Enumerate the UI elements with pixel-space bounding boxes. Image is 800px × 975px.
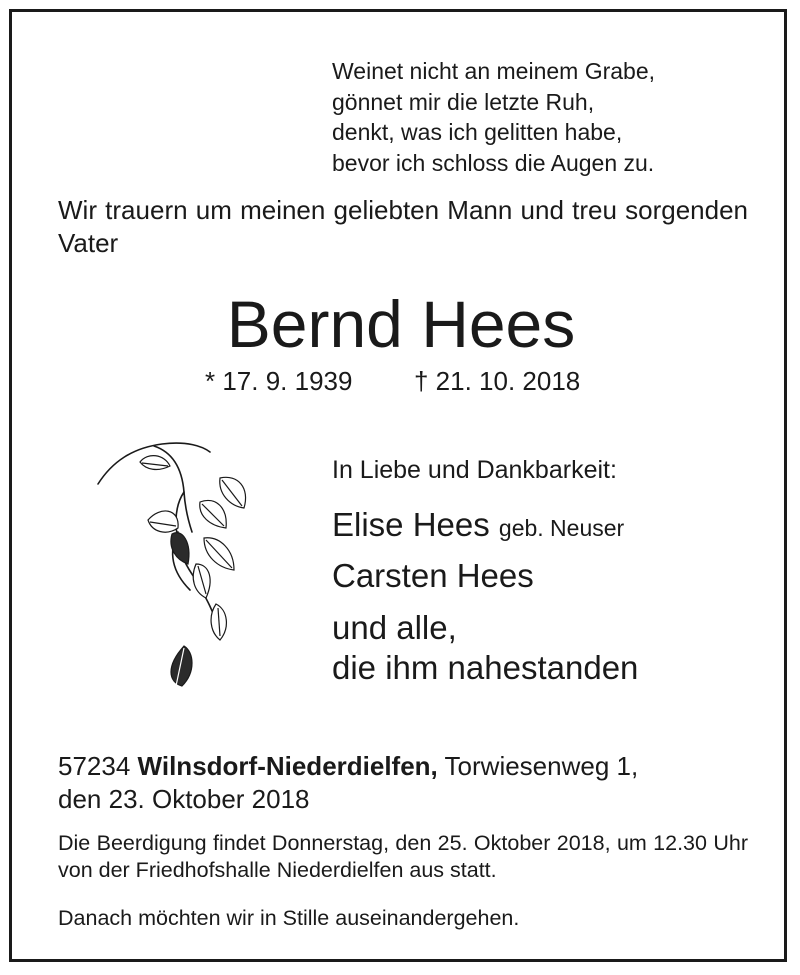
deceased-name: Bernd Hees [226, 287, 576, 361]
wife-entry [332, 505, 624, 548]
address-block [58, 750, 638, 816]
wife-maiden-name: geb. Neuser [498, 515, 625, 541]
poem-line: gönnet mir die letzte Ruh, [332, 88, 595, 115]
intro-text: Wir trauern um meinen geliebten Mann und treu sorgenden Vater [58, 195, 748, 258]
other-mourners-line: die ihm nahestanden [332, 649, 639, 686]
funeral-details: Die Beerdigung findet Donnerstag, den 25. Oktober 2018, um 12.30 Uhr von der Friedhofshalle Niederdielfen aus statt. [58, 831, 748, 882]
death-date: † 21. 10. 2018 [414, 366, 581, 396]
poem-line: denkt, was ich gelitten habe, [332, 119, 623, 145]
address-date: den 23. Oktober 2018 [58, 784, 310, 814]
wife-name: Elise Hees [332, 506, 490, 543]
thanks-heading: In Liebe und Dankbarkeit: [332, 456, 617, 484]
address-town: Wilnsdorf-Niederdielfen, [137, 751, 438, 781]
address-line [58, 750, 638, 783]
poem [332, 56, 655, 178]
poem-line: bevor ich schloss die Augen zu. [332, 149, 655, 176]
other-mourners [332, 608, 638, 688]
address-street: Torwiesenweg 1, [444, 751, 639, 781]
closing-note: Danach möchten wir in Stille auseinandergehen. [58, 906, 520, 930]
obituary-notice [9, 9, 787, 962]
birth-date: * 17. 9. 1939 [205, 366, 353, 396]
other-mourners-line: und alle, [332, 609, 457, 646]
poem-line: Weinet nicht an meinem Grabe, [332, 58, 656, 84]
leaf-branch-icon [92, 432, 252, 702]
address-zip: 57234 [58, 751, 131, 781]
son-name: Carsten Hees [332, 557, 534, 594]
